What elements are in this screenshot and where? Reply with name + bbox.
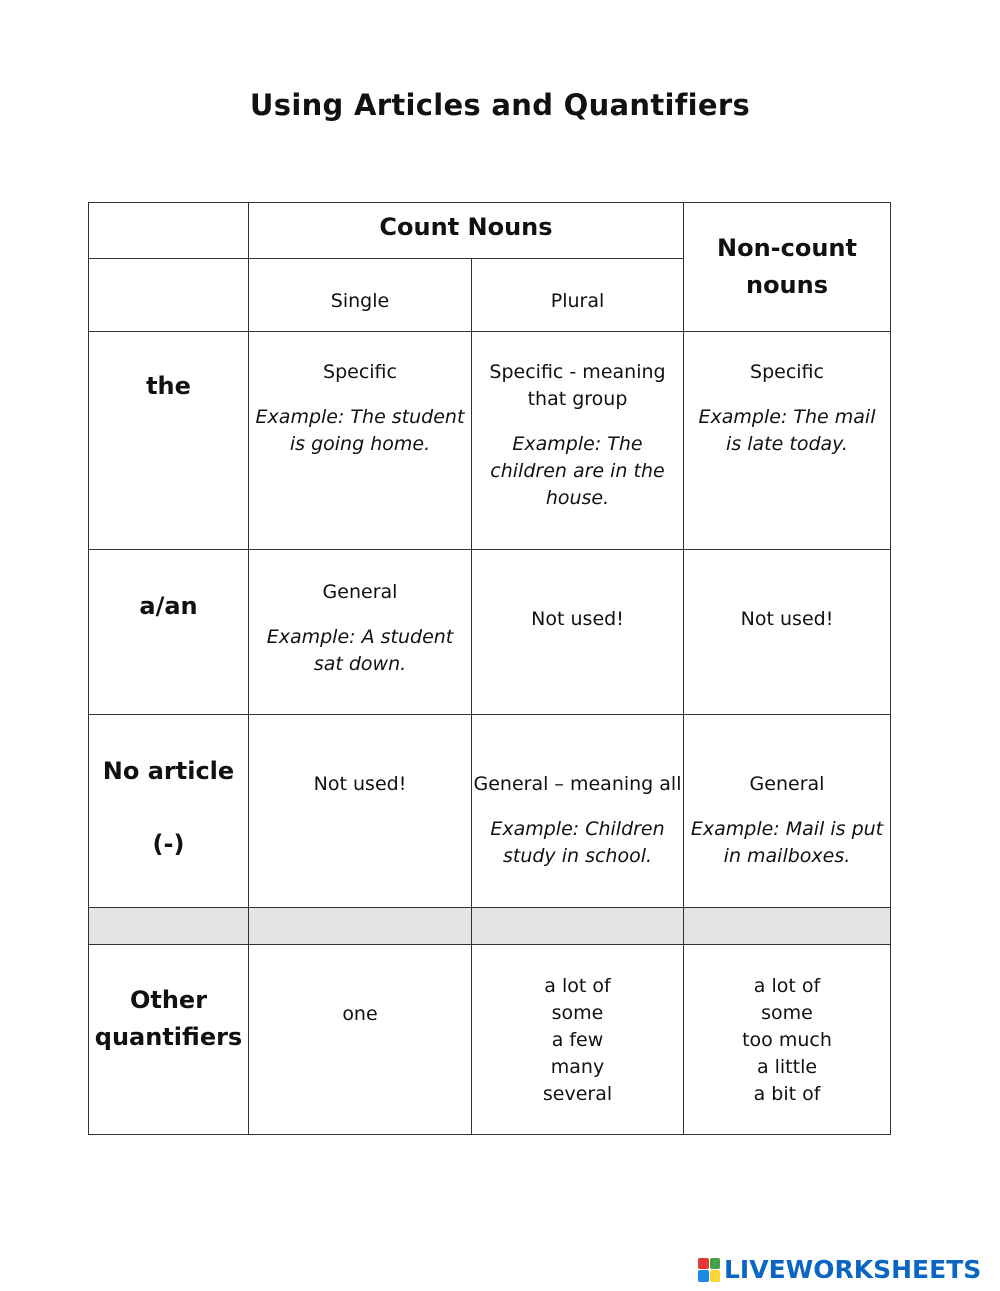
quantifier-text: a bit of — [753, 1083, 821, 1105]
quantifier-text: a little — [756, 1056, 818, 1078]
non-count-header-line1: Non-count — [717, 234, 857, 262]
cell-no-article-plural — [471, 714, 684, 908]
row-label-the — [88, 331, 249, 550]
example-text: Example: Mail is put — [690, 818, 884, 840]
meaning-text: that group — [527, 388, 628, 410]
row-label-a-an — [88, 549, 249, 715]
label-quantifiers: quantifiers — [94, 1023, 243, 1051]
quantifier-text: some — [761, 1002, 813, 1024]
cell-a-an-single — [248, 549, 472, 715]
non-count-header-line2: nouns — [745, 271, 829, 299]
quantifier-text: several — [542, 1083, 613, 1105]
shaded-divider-cell — [88, 907, 249, 945]
shaded-divider-cell — [683, 907, 891, 945]
count-nouns-header: Count Nouns — [379, 213, 553, 241]
plural-header-cell — [471, 258, 684, 332]
quantifier-text: a lot of — [753, 975, 821, 997]
label-dash: (-) — [152, 830, 185, 858]
example-text: sat down. — [313, 653, 407, 675]
cell-the-plural — [471, 331, 684, 550]
corner-cell-bottom — [88, 258, 249, 332]
example-text: study in school. — [502, 845, 653, 867]
cell-the-single — [248, 331, 472, 550]
example-text: is late today. — [726, 433, 848, 455]
corner-cell-top — [88, 202, 249, 259]
single-header: Single — [330, 289, 390, 312]
cell-other-noncount — [683, 944, 891, 1135]
not-used-text: Not used! — [313, 773, 407, 795]
single-header-cell — [248, 258, 472, 332]
cell-the-noncount — [683, 331, 891, 550]
meaning-text: General — [322, 581, 398, 603]
not-used-text: Not used! — [740, 608, 834, 630]
meaning-text: General — [749, 773, 825, 795]
shaded-divider-cell — [471, 907, 684, 945]
quantifier-text: many — [550, 1056, 605, 1078]
quantifier-text: some — [551, 1002, 604, 1024]
meaning-text: Specific — [750, 361, 824, 383]
cell-other-single — [248, 944, 472, 1135]
liveworksheets-logo-icon — [698, 1258, 720, 1282]
example-text: Example: The student — [255, 406, 465, 428]
liveworksheets-logo-text: LIVEWORKSHEETS — [724, 1255, 982, 1284]
cell-a-an-noncount — [683, 549, 891, 715]
meaning-text: Specific - meaning — [489, 361, 666, 383]
example-text: Example: The mail — [698, 406, 876, 428]
cell-other-plural — [471, 944, 684, 1135]
meaning-text: Specific — [323, 361, 397, 383]
example-text: Example: A student — [266, 626, 454, 648]
plural-header: Plural — [550, 289, 605, 312]
quantifier-text: a lot of — [544, 975, 611, 997]
quantifier-text: a few — [551, 1029, 604, 1051]
example-text: children are in the — [490, 460, 665, 482]
label-the: the — [146, 372, 191, 400]
row-label-other — [88, 944, 249, 1135]
cell-no-article-noncount — [683, 714, 891, 908]
non-count-header-cell — [683, 202, 891, 332]
label-other: Other — [129, 986, 208, 1014]
meaning-text: General – meaning all — [473, 773, 682, 795]
quantifier-text: one — [342, 1003, 378, 1025]
quantifier-text: too much — [742, 1029, 832, 1051]
shaded-divider-cell — [248, 907, 472, 945]
label-no-article: No article — [102, 757, 235, 785]
cell-a-an-plural — [471, 549, 684, 715]
example-text: house. — [545, 487, 610, 509]
not-used-text: Not used! — [531, 608, 624, 630]
example-text: Example: Children — [490, 818, 665, 840]
example-text: is going home. — [289, 433, 431, 455]
liveworksheets-logo[interactable] — [698, 1255, 981, 1284]
row-label-no-article — [88, 714, 249, 908]
cell-no-article-single — [248, 714, 472, 908]
example-text: in mailboxes. — [723, 845, 851, 867]
example-text: Example: The — [512, 433, 643, 455]
count-nouns-header-cell — [248, 202, 684, 259]
label-a-an: a/an — [139, 592, 198, 620]
page-title: Using Articles and Quantifiers — [249, 88, 751, 122]
